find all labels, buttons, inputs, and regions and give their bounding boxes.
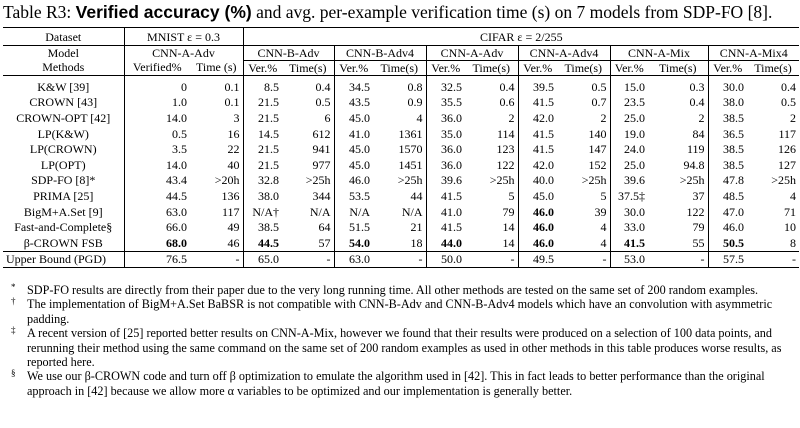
- time-value: 117: [778, 126, 797, 141]
- verified-value: 46.0: [518, 235, 557, 251]
- time-value: 140: [557, 126, 610, 142]
- model-name: CNN-B-Adv: [243, 46, 334, 61]
- verified-value: 41.5: [441, 188, 462, 203]
- verified-value: 15.0: [624, 79, 645, 94]
- results-table: [3, 27, 799, 268]
- time-value: >25h: [557, 173, 610, 189]
- time-value: -: [648, 251, 708, 268]
- verified-value: 76.5: [124, 251, 190, 268]
- time-value: 40: [190, 157, 243, 173]
- time-value: 941: [282, 141, 334, 157]
- verified-value: 51.5: [349, 220, 370, 235]
- verified-value: 21.5: [258, 142, 279, 157]
- time-value: 1570: [373, 141, 426, 157]
- time-value: 147: [557, 141, 610, 157]
- verified-value: 38.5: [723, 142, 744, 157]
- verified-value: 54.0: [334, 235, 373, 251]
- verified-value: 34.5: [349, 79, 370, 94]
- verified-value: 53.0: [610, 251, 648, 268]
- verified-value: 44.5: [166, 188, 187, 203]
- methods-header: Methods: [3, 61, 124, 76]
- verified-value: 41.5: [533, 142, 554, 157]
- verified-value: 30.0: [723, 79, 744, 94]
- verified-value: 32.5: [441, 79, 462, 94]
- column-header: Ver.%: [426, 61, 465, 76]
- time-value: >25h: [373, 173, 426, 189]
- table-row: [3, 110, 799, 126]
- time-value: >25h: [465, 173, 518, 189]
- time-value: 44: [373, 188, 426, 204]
- verified-value: 36.0: [441, 110, 462, 125]
- time-value: -: [373, 251, 426, 268]
- method-name: CROWN [43]: [3, 95, 124, 111]
- time-value: 4: [557, 235, 610, 251]
- verified-value: 38.0: [723, 95, 744, 110]
- time-value: 84: [648, 126, 708, 142]
- verified-value: 48.5: [723, 188, 744, 203]
- verified-value: 37.5‡: [618, 188, 645, 203]
- footnote-mark: ‡: [11, 325, 16, 336]
- verified-value: 21.5: [258, 157, 279, 172]
- verified-value: 45.0: [533, 188, 554, 203]
- time-value: >25h: [771, 173, 797, 188]
- footnote: [3, 326, 797, 369]
- header-row-models: [3, 46, 799, 61]
- time-value: 2: [790, 110, 797, 125]
- time-value: -: [557, 251, 610, 268]
- caption-prefix: Table R3:: [3, 2, 76, 22]
- method-name: LP(K&W): [3, 126, 124, 142]
- time-value: >25h: [282, 173, 334, 189]
- time-value: 4: [373, 110, 426, 126]
- verified-value: 36.0: [441, 142, 462, 157]
- caption-bold: Verified accuracy (%): [75, 2, 252, 22]
- time-value: 2: [557, 110, 610, 126]
- time-value: 0.1: [190, 79, 243, 95]
- time-value: 126: [778, 142, 797, 157]
- verified-value: 25.0: [624, 157, 645, 172]
- time-value: 3: [190, 110, 243, 126]
- footnote-mark: §: [11, 368, 16, 379]
- column-header: Ver.%: [243, 61, 282, 76]
- model-name: CNN-A-Mix: [610, 46, 708, 61]
- time-value: 14: [465, 235, 518, 251]
- verified-value: 43.4: [166, 173, 187, 188]
- footnote-text: The implementation of BigM+A.Set BaBSR is not compatible with CNN-B-Adv and CNN-B-Adv4 models which have an convolution with asymmetric padding.: [27, 297, 773, 326]
- verified-value: 41.5: [610, 235, 648, 251]
- verified-value: 25.0: [624, 110, 645, 125]
- verified-value: 38.5: [723, 157, 744, 172]
- time-value: N/A: [282, 204, 334, 220]
- time-value: 0.4: [465, 79, 518, 95]
- verified-value: 8.5: [264, 79, 279, 94]
- verified-value: 44.0: [426, 235, 465, 251]
- table-row: [3, 126, 799, 142]
- verified-value: 47.8: [723, 173, 744, 188]
- verified-value: 65.0: [243, 251, 282, 268]
- time-value: 344: [282, 188, 334, 204]
- time-value: 123: [465, 141, 518, 157]
- footnote-mark: †: [11, 296, 16, 307]
- method-name: LP(CROWN): [3, 141, 124, 157]
- time-value: 71: [784, 204, 797, 219]
- time-value: 127: [778, 157, 797, 172]
- verified-value: 46.0: [533, 220, 554, 235]
- column-header: Ver.%: [610, 61, 648, 76]
- method-name: β-CROWN FSB: [3, 235, 124, 251]
- footnotes: [3, 283, 797, 398]
- time-value: 122: [648, 204, 708, 220]
- footnote-text: SDP-FO results are directly from their paper due to the very long running time. All other methods are tested on the same set of 200 random examples.: [27, 283, 759, 297]
- footnote: [3, 369, 797, 398]
- time-value: 122: [465, 157, 518, 173]
- method-name: LP(OPT): [3, 157, 124, 173]
- verified-value: 41.0: [349, 126, 370, 141]
- time-value: 21: [373, 219, 426, 235]
- verified-value: 38.5: [723, 110, 744, 125]
- verified-value: 0.5: [172, 126, 187, 141]
- table-row: [3, 219, 799, 235]
- verified-value: 40.0: [533, 173, 554, 188]
- time-value: >20h: [190, 173, 243, 189]
- verified-value: 45.0: [349, 142, 370, 157]
- column-header: Time(s): [557, 61, 610, 76]
- model-name: CNN-A-Adv4: [518, 46, 610, 61]
- time-value: 22: [190, 141, 243, 157]
- model-name: CNN-B-Adv4: [334, 46, 426, 61]
- verified-value: 41.5: [533, 126, 554, 141]
- verified-value: 35.0: [441, 126, 462, 141]
- verified-value: 33.0: [624, 220, 645, 235]
- time-value: 114: [465, 126, 518, 142]
- time-value: 94.8: [648, 157, 708, 173]
- time-value: 10: [784, 220, 797, 235]
- verified-value: 14.5: [258, 126, 279, 141]
- verified-value: 39.6: [624, 173, 645, 188]
- time-value: 57: [282, 235, 334, 251]
- column-header: Ver.%: [708, 61, 747, 76]
- verified-value: 21.5: [258, 110, 279, 125]
- time-value: 117: [190, 204, 243, 220]
- table-caption: [3, 1, 799, 23]
- column-header: Ver.%: [334, 61, 373, 76]
- time-value: 79: [465, 204, 518, 220]
- column-header: Time(s): [648, 61, 708, 76]
- footnote-text: A recent version of [25] reported better results on CNN-A-Mix, however we found that their results were produced on a selection of 100 data points, and rerunning their method using the same command on the same set of 200 random examples as used in other methods in this table produces worse results, as reported here.: [27, 326, 782, 370]
- time-value: 16: [190, 126, 243, 142]
- time-value: -: [747, 251, 799, 268]
- verified-value: 45.0: [349, 110, 370, 125]
- verified-value: 38.0: [258, 188, 279, 203]
- time-value: 5: [465, 188, 518, 204]
- verified-value: 0: [181, 79, 187, 94]
- time-value: 0.5: [282, 95, 334, 111]
- time-value: 49: [190, 219, 243, 235]
- verified-value: N/A: [349, 204, 370, 219]
- time-value: 612: [282, 126, 334, 142]
- method-name: K&W [39]: [3, 79, 124, 95]
- method-name: PRIMA [25]: [3, 188, 124, 204]
- verified-value: 42.0: [533, 110, 554, 125]
- verified-value: 32.8: [258, 173, 279, 188]
- verified-value: 36.0: [441, 157, 462, 172]
- table-row: [3, 204, 799, 220]
- verified-value: 1.0: [172, 95, 187, 110]
- model-name: CNN-A-Adv: [124, 46, 243, 61]
- footnote-mark: *: [11, 282, 16, 292]
- dataset-header: Dataset: [3, 28, 124, 46]
- column-header: Time(s): [282, 61, 334, 76]
- verified-value: 19.0: [624, 126, 645, 141]
- verified-value: 66.0: [166, 220, 187, 235]
- verified-value: 42.0: [533, 157, 554, 172]
- time-value: 37: [648, 188, 708, 204]
- time-value: 0.3: [648, 79, 708, 95]
- time-value: 0.8: [373, 79, 426, 95]
- time-value: 8: [747, 235, 799, 251]
- verified-value: 63.0: [166, 204, 187, 219]
- verified-value: 14.0: [166, 110, 187, 125]
- time-value: 119: [648, 141, 708, 157]
- verified-value: N/A†: [252, 204, 279, 219]
- table-row: [3, 157, 799, 173]
- time-value: N/A: [373, 204, 426, 220]
- verified-value: 50.5: [708, 235, 747, 251]
- verified-value: 44.5: [243, 235, 282, 251]
- time-value: 0.4: [781, 79, 797, 94]
- header-row-columns: [3, 61, 799, 76]
- table-row: [3, 173, 799, 189]
- verified-value: 35.5: [441, 95, 462, 110]
- column-header: Time(s): [747, 61, 799, 76]
- verified-value: 36.5: [723, 126, 744, 141]
- time-value: 2: [465, 110, 518, 126]
- caption-rest: and avg. per-example verification time (s) on 7 models from SDP-FO [8].: [251, 2, 773, 22]
- verified-value: 50.0: [426, 251, 465, 268]
- verified-value: 39.5: [533, 79, 554, 94]
- model-header: Model: [3, 46, 124, 61]
- method-name: CROWN-OPT [42]: [3, 110, 124, 126]
- time-value: 6: [282, 110, 334, 126]
- verified-value: 43.5: [349, 95, 370, 110]
- verified-value: 47.0: [723, 204, 744, 219]
- verified-value: 38.5: [258, 220, 279, 235]
- footnote: [3, 283, 797, 297]
- time-value: 2: [648, 110, 708, 126]
- verified-value: 45.0: [349, 157, 370, 172]
- time-value: 0.1: [190, 95, 243, 111]
- verified-value: 39.6: [441, 173, 462, 188]
- verified-value: 53.5: [349, 188, 370, 203]
- verified-value: 46.0: [533, 204, 554, 219]
- model-name: CNN-A-Adv: [426, 46, 518, 61]
- column-header: Time (s): [190, 61, 243, 76]
- method-name: Upper Bound (PGD): [3, 251, 124, 268]
- method-name: SDP-FO [8]*: [3, 173, 124, 189]
- verified-value: 41.5: [533, 95, 554, 110]
- time-value: 4: [557, 219, 610, 235]
- verified-value: 14.0: [166, 157, 187, 172]
- method-name: Fast-and-Complete§: [3, 219, 124, 235]
- column-header: Time(s): [373, 61, 426, 76]
- verified-value: 68.0: [124, 235, 190, 251]
- time-value: 152: [557, 157, 610, 173]
- time-value: 1361: [373, 126, 426, 142]
- time-value: 0.4: [282, 79, 334, 95]
- verified-value: 30.0: [624, 204, 645, 219]
- time-value: >25h: [648, 173, 708, 189]
- cifar-header: CIFAR ε = 2/255: [243, 28, 799, 46]
- time-value: 0.7: [557, 95, 610, 111]
- verified-value: 57.5: [708, 251, 747, 268]
- time-value: 0.9: [373, 95, 426, 111]
- model-name: CNN-A-Mix4: [708, 46, 799, 61]
- time-value: 18: [373, 235, 426, 251]
- time-value: 14: [465, 219, 518, 235]
- time-value: 46: [190, 235, 243, 251]
- verified-value: 63.0: [334, 251, 373, 268]
- verified-value: 41.5: [441, 220, 462, 235]
- verified-value: 46.0: [723, 220, 744, 235]
- verified-value: 41.0: [441, 204, 462, 219]
- table-row: [3, 141, 799, 157]
- time-value: -: [282, 251, 334, 268]
- table-row: [3, 95, 799, 111]
- time-value: 0.5: [781, 95, 797, 110]
- time-value: -: [465, 251, 518, 268]
- verified-value: 3.5: [172, 142, 187, 157]
- time-value: 0.5: [557, 79, 610, 95]
- table-row: [3, 188, 799, 204]
- column-header: Ver.%: [518, 61, 557, 76]
- method-name: BigM+A.Set [9]: [3, 204, 124, 220]
- time-value: 79: [648, 219, 708, 235]
- time-value: 1451: [373, 157, 426, 173]
- footnote-text: We use our β-CROWN code and turn off β optimization to emulate the algorithm used in [42]. This in fact leads to better performance than the original approach in [42] because we allow more α variables to be optimized and our implementation is generally better.: [27, 369, 765, 398]
- header-row-dataset: [3, 28, 799, 46]
- verified-value: 21.5: [258, 95, 279, 110]
- verified-value: 23.5: [624, 95, 645, 110]
- time-value: 64: [282, 219, 334, 235]
- time-value: 0.4: [648, 95, 708, 111]
- time-value: 136: [190, 188, 243, 204]
- mnist-header: MNIST ε = 0.3: [124, 28, 243, 46]
- time-value: 5: [557, 188, 610, 204]
- verified-value: 46.0: [349, 173, 370, 188]
- time-value: 0.6: [465, 95, 518, 111]
- table-row: [3, 235, 799, 251]
- upper-bound-row: [3, 251, 799, 268]
- verified-value: 49.5: [518, 251, 557, 268]
- column-header: Time(s): [465, 61, 518, 76]
- verified-value: 24.0: [624, 142, 645, 157]
- column-header: Verified%: [124, 61, 190, 76]
- footnote: [3, 297, 797, 326]
- time-value: -: [190, 251, 243, 268]
- table-row: [3, 79, 799, 95]
- time-value: 55: [648, 235, 708, 251]
- time-value: 39: [557, 204, 610, 220]
- time-value: 4: [790, 188, 797, 203]
- time-value: 977: [282, 157, 334, 173]
